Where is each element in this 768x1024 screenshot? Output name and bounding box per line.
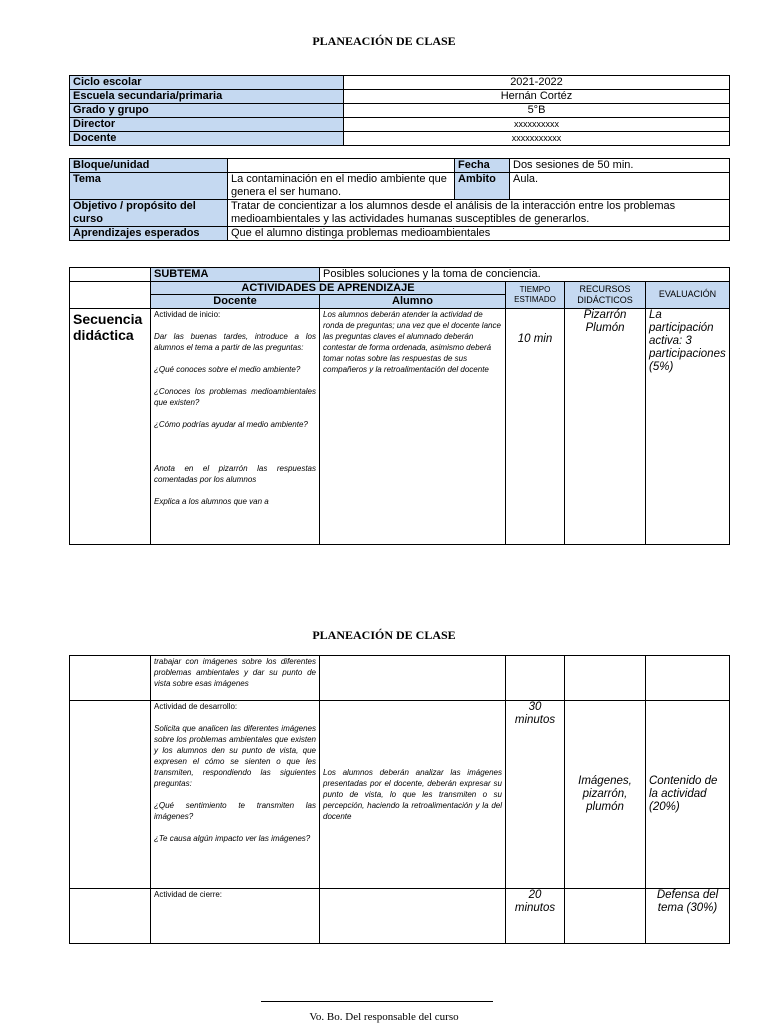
alumno-header: Alumno	[320, 295, 506, 309]
page-title: PLANEACIÓN DE CLASE	[312, 628, 456, 642]
desarrollo-docente	[151, 701, 320, 889]
info-value: 2021-2022	[344, 76, 730, 90]
empty-cell	[646, 656, 730, 701]
plan-table	[69, 267, 730, 545]
empty-cell	[565, 656, 646, 701]
actividades-header: ACTIVIDADES DE APRENDIZAJE	[151, 282, 506, 295]
empty-cell	[70, 282, 151, 309]
empty-cell	[70, 889, 151, 944]
inicio-recursos: Pizarrón Plumón	[565, 309, 646, 545]
inicio-text: Explica a los alumnos que van a	[154, 497, 269, 506]
info-value: xxxxxxxxxx	[344, 118, 730, 132]
bloque-value	[228, 159, 455, 173]
info-value: xxxxxxxxxxx	[344, 132, 730, 146]
objetivo-value: Tratar de concientizar a los alumnos desde el análisis de la interacción entre los problemas medioambientales y las actividades humanas susceptibles de generarlos.	[228, 200, 730, 227]
info-label: Director	[70, 118, 344, 132]
empty-cell	[70, 701, 151, 889]
inicio-heading: Actividad de inicio:	[154, 310, 221, 319]
aprendizajes-label: Aprendizajes esperados	[70, 227, 228, 241]
cierre-docente	[151, 889, 320, 944]
page-title: PLANEACIÓN DE CLASE	[312, 34, 456, 48]
inicio-alumno: Los alumnos deberán atender la actividad de ronda de preguntas; una vez que el docente lance las preguntas claves el alumnado deberán contestar de forma ordenada, asimismo deberá tomar notas sobre las respuestas de sus compañeros y la retroalimentación del docente	[320, 309, 506, 545]
inicio-docente	[151, 309, 320, 545]
signature-line	[261, 1001, 493, 1002]
inicio-tiempo: 10 min	[506, 309, 565, 545]
cierre-tiempo: 20 minutos	[506, 889, 565, 944]
info-label: Grado y grupo	[70, 104, 344, 118]
empty-cell	[320, 889, 506, 944]
desarrollo-question: ¿Qué sentimiento te transmiten las imágenes?	[154, 801, 316, 821]
desarrollo-recursos: Imágenes, pizarrón, plumón	[565, 701, 646, 889]
evaluacion-header: EVALUACIÓN	[646, 282, 730, 309]
inicio-text: Anota en el pizarrón las respuestas comentadas por los alumnos	[154, 464, 316, 484]
subtema-label: SUBTEMA	[151, 268, 320, 282]
info-value: Hernán Cortéz	[344, 90, 730, 104]
docente-header: Docente	[151, 295, 320, 309]
desarrollo-question: ¿Te causa algún impacto ver las imágenes?	[154, 834, 311, 843]
fecha-label: Fecha	[455, 159, 510, 173]
ambito-label: Ambito	[455, 173, 510, 200]
inicio-text: Dar las buenas tardes, introduce a los alumnos el tema a partir de las preguntas:	[154, 332, 316, 352]
empty-cell	[70, 268, 151, 282]
signature-caption: Vo. Bo. Del responsable del curso	[309, 1011, 459, 1023]
subtema-value: Posibles soluciones y la toma de conciencia.	[320, 268, 730, 282]
info-label: Escuela secundaria/primaria	[70, 90, 344, 104]
info-label: Docente	[70, 132, 344, 146]
secuencia-label: Secuencia didáctica	[70, 309, 151, 545]
fecha-value: Dos sesiones de 50 min.	[510, 159, 730, 173]
inicio-question: ¿Qué conoces sobre el medio ambiente?	[154, 365, 301, 374]
empty-cell	[70, 656, 151, 701]
desarrollo-evaluacion: Contenido de la actividad (20%)	[646, 701, 730, 889]
info-row	[70, 132, 730, 146]
inicio-question: ¿Conoces los problemas medioambientales que existen?	[154, 387, 316, 407]
info-row	[70, 76, 730, 90]
general-info-table	[69, 75, 730, 146]
empty-cell	[506, 656, 565, 701]
inicio-evaluacion: La participación activa: 3 participaciones (5%)	[646, 309, 730, 545]
block-table	[69, 158, 730, 241]
recursos-header: RECURSOS DIDÁCTICOS	[565, 282, 646, 309]
info-row	[70, 90, 730, 104]
cierre-evaluacion: Defensa del tema (30%)	[646, 889, 730, 944]
tema-label: Tema	[70, 173, 228, 200]
info-value: 5°B	[344, 104, 730, 118]
empty-cell	[320, 656, 506, 701]
info-row	[70, 104, 730, 118]
info-label: Ciclo escolar	[70, 76, 344, 90]
objetivo-label: Objetivo / propósito del curso	[70, 200, 228, 227]
desarrollo-text: Solicita que analicen las diferentes imágenes sobre los problemas ambientales que existen y los alumnos den su punto de vista, que expresen el cómo se sienten o que les transmiten, respondiendo las siguientes preguntas:	[154, 724, 316, 788]
inicio-question: ¿Cómo podrías ayudar al medio ambiente?	[154, 420, 308, 429]
tiempo-header: TIEMPO ESTIMADO	[506, 282, 565, 309]
plan-table-continued	[69, 655, 730, 944]
aprendizajes-value: Que el alumno distinga problemas medioambientales	[228, 227, 730, 241]
info-row	[70, 118, 730, 132]
desarrollo-heading: Actividad de desarrollo:	[154, 702, 238, 711]
desarrollo-tiempo: 30 minutos	[506, 701, 565, 889]
ambito-value: Aula.	[510, 173, 730, 200]
continuacion-docente: trabajar con imágenes sobre los diferentes problemas ambientales y dar su punto de vista sobre esas imágenes	[151, 656, 320, 701]
empty-cell	[565, 889, 646, 944]
tema-value: La contaminación en el medio ambiente que genera el ser humano.	[228, 173, 455, 200]
cierre-heading: Actividad de cierre:	[154, 890, 223, 899]
bloque-label: Bloque/unidad	[70, 159, 228, 173]
desarrollo-alumno: Los alumnos deberán analizar las imágenes presentadas por el docente, deberán expresar su punto de vista, lo que les transmiten o su percepción, haciendo la retroalimentación y la del docente	[320, 701, 506, 889]
